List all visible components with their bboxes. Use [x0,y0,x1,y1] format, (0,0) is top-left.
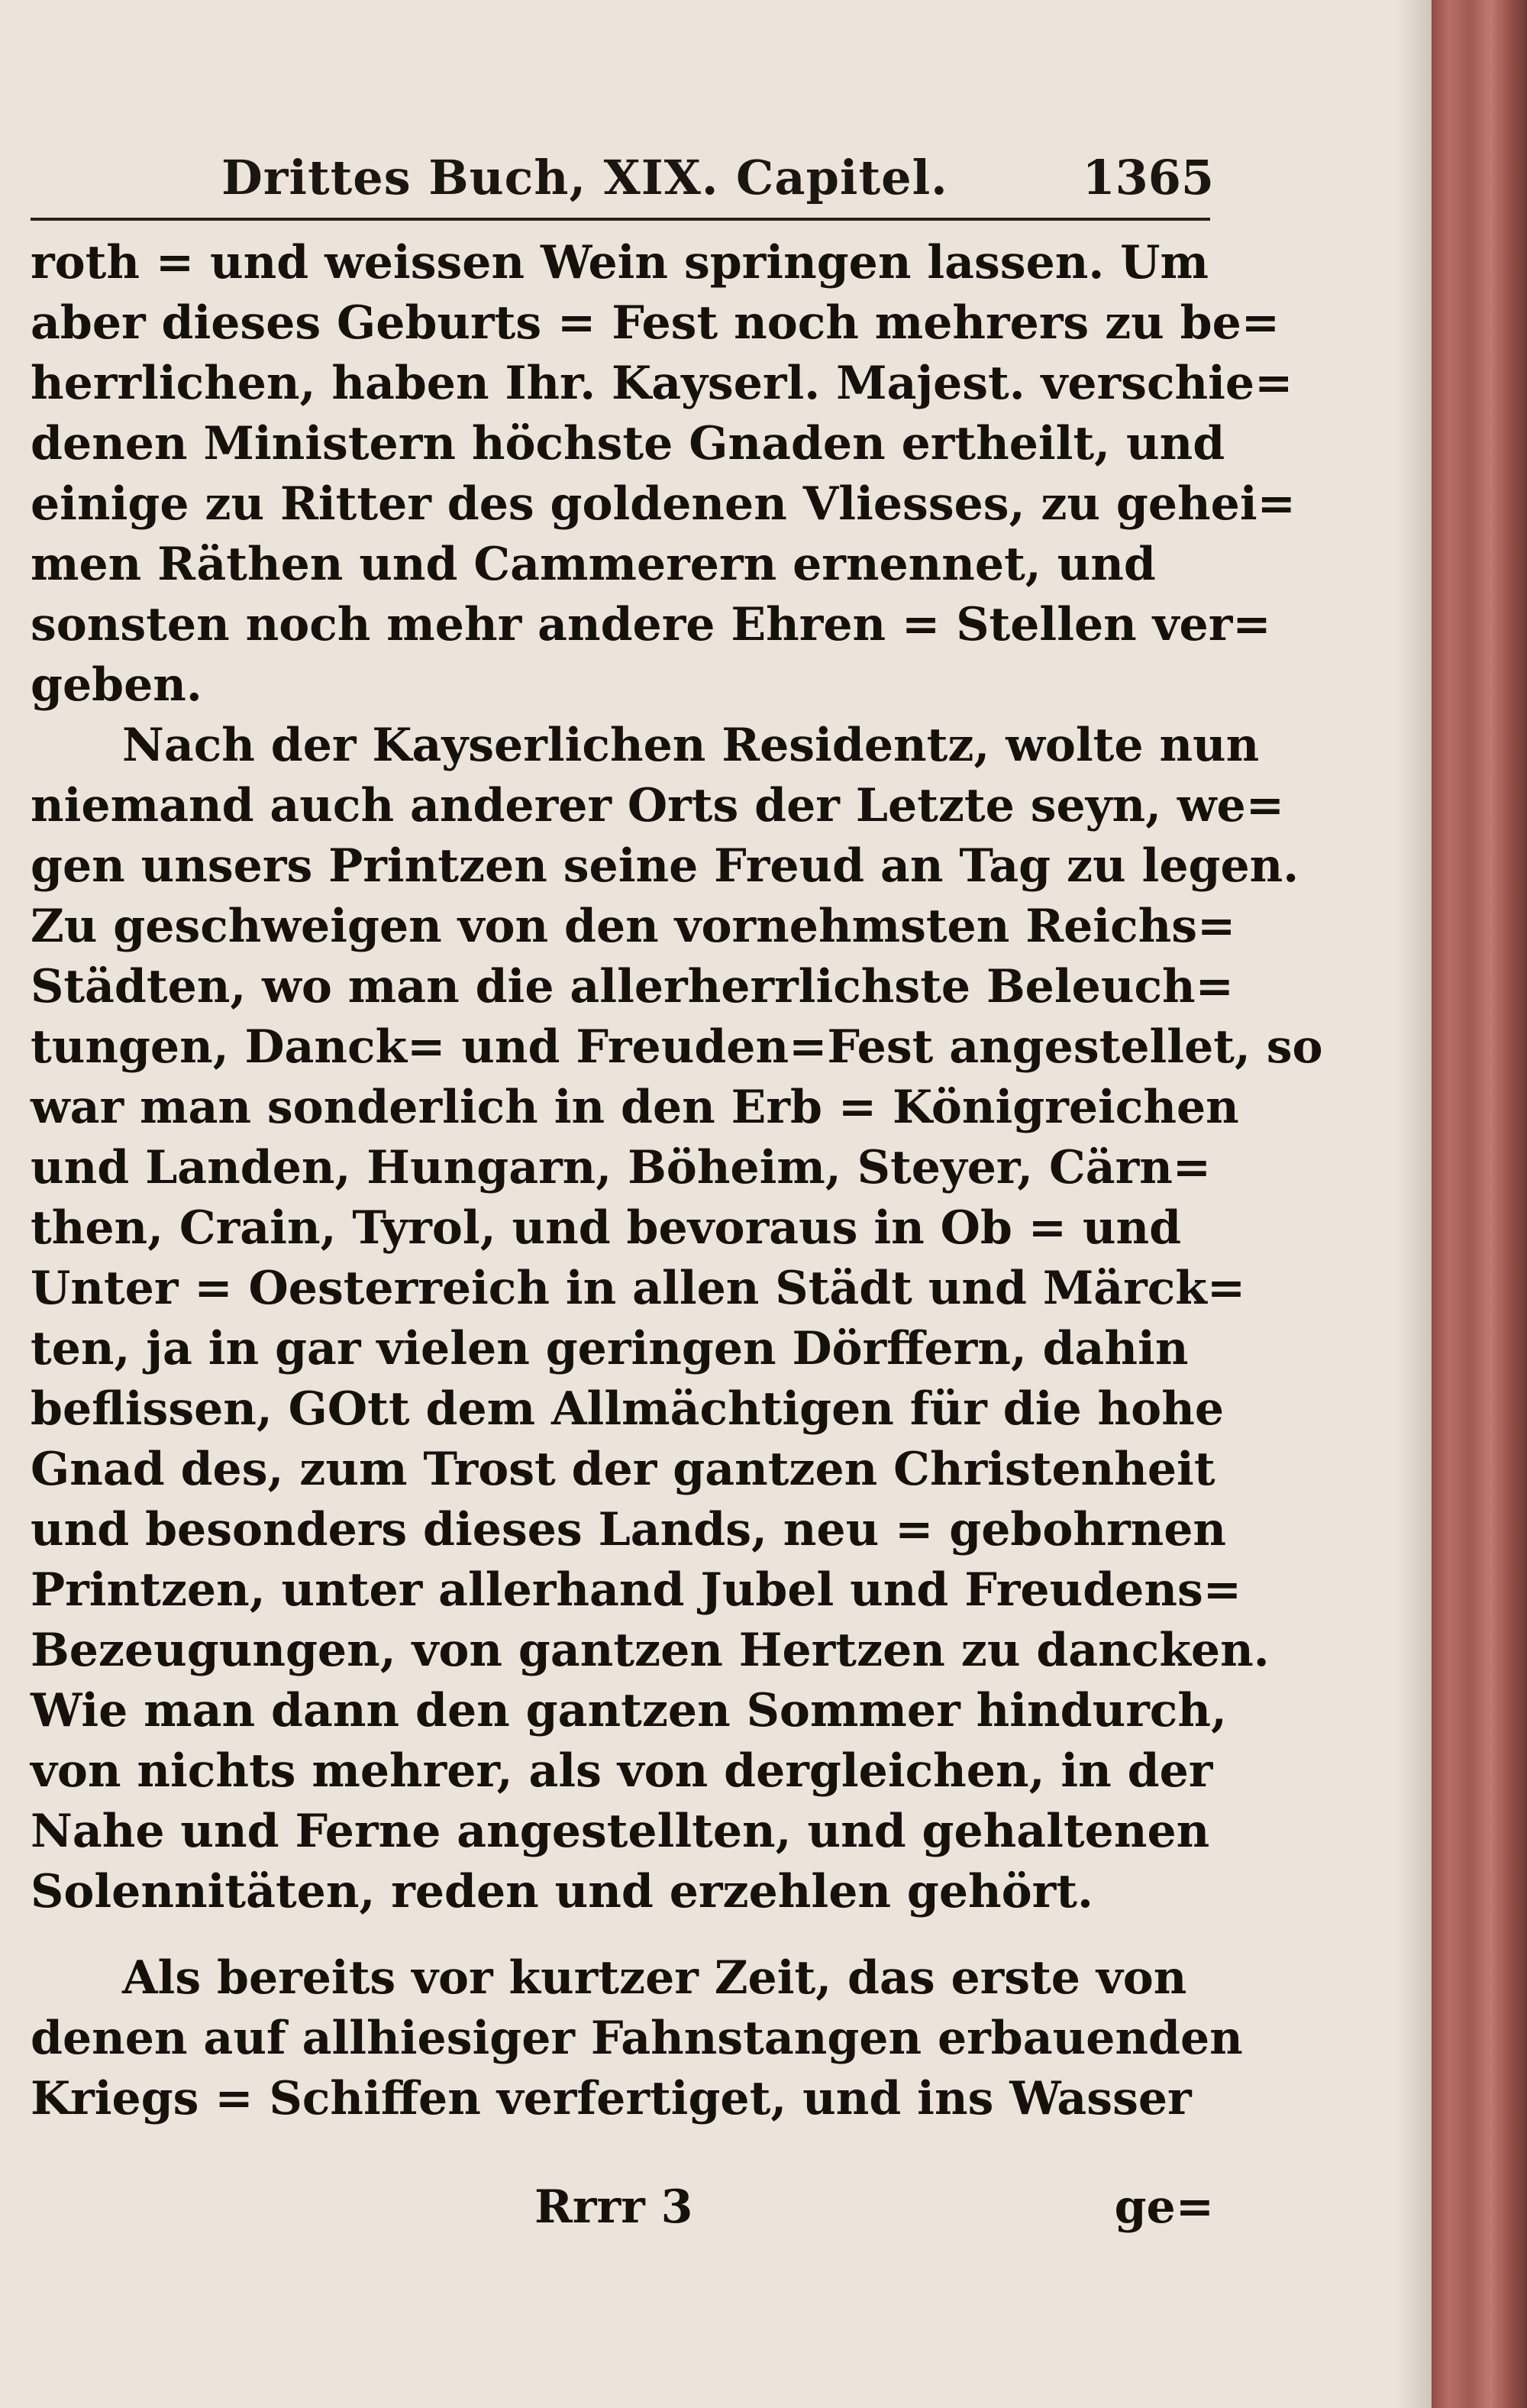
running-title: Drittes Buch, XIX. Capitel. [221,150,948,205]
text-line: Als bereits vor kurtzer Zeit, das erste von [122,1951,1187,2005]
text-line: Solennitäten, reden und erzehlen gehört. [31,1865,1093,1918]
page-number: 1365 [1082,150,1214,205]
text-line: Gnad des, zum Trost der gantzen Christenheit [31,1443,1215,1496]
text-line: aber dieses Geburts = Fest noch mehrers zu be= [31,296,1280,350]
text-line: Printzen, unter allerhand Jubel und Freudens= [31,1563,1242,1617]
paragraph-gap [31,1922,1214,1948]
text-line: Nach der Kayserlichen Residentz, wolte nun [122,719,1260,772]
text-line: beflissen, GOtt dem Allmächtigen für die hohe [31,1382,1224,1436]
text-line: Zu geschweigen von den vornehmsten Reichs= [31,900,1236,953]
header-rule [31,218,1210,221]
text-line: denen Ministern höchste Gnaden ertheilt, und [31,417,1225,470]
text-line: war man sonderlich in den Erb = Königreichen [31,1081,1239,1134]
text-line: herrlichen, haben Ihr. Kayserl. Majest. verschie= [31,357,1293,410]
text-line: geben. [31,658,202,712]
text-line: Wie man dann den gantzen Sommer hindurch, [31,1684,1227,1737]
text-line: Unter = Oesterreich in allen Städt und Märck= [31,1262,1246,1315]
text-line: Städten, wo man die allerherrlichste Beleuch= [31,960,1234,1013]
text-line: sonsten noch mehr andere Ehren = Stellen ver= [31,598,1271,651]
catchword: ge= [1114,2180,1214,2234]
page-header [221,151,1214,205]
signature-mark: Rrrr 3 [534,2180,693,2234]
text-line: then, Crain, Tyrol, und bevoraus in Ob = und [31,1201,1182,1255]
text-line: Kriegs = Schiffen verfertiget, und ins Wasser [31,2072,1192,2125]
text-line: tungen, Danck= und Freuden=Fest angestellet, so [31,1020,1323,1074]
page-footer [31,2177,1214,2238]
body-text [31,233,1323,2129]
text-line: roth = und weissen Wein springen lassen. Um [31,236,1209,289]
text-line: ten, ja in gar vielen geringen Dörffern, dahin [31,1322,1189,1375]
text-line: einige zu Ritter des goldenen Vliesses, zu gehei= [31,477,1296,531]
text-line: denen auf allhiesiger Fahnstangen erbauenden [31,2012,1243,2065]
text-line: von nichts mehrer, als von dergleichen, in der [31,1744,1213,1798]
page-shadow [1397,0,1434,2408]
text-line: Bezeugungen, von gantzen Hertzen zu dancken. [31,1624,1270,1677]
text-line: men Räthen und Cammerern ernennet, und [31,538,1156,591]
text-line: und Landen, Hungarn, Böheim, Steyer, Cärn= [31,1141,1212,1194]
text-line: gen unsers Printzen seine Freud an Tag zu legen. [31,839,1299,893]
text-line: und besonders dieses Lands, neu = gebohrnen [31,1503,1227,1556]
text-line: niemand auch anderer Orts der Letzte seyn, we= [31,779,1285,832]
book-edge [1432,0,1527,2408]
text-line: Nahe und Ferne angestellten, und gehaltenen [31,1805,1210,1858]
